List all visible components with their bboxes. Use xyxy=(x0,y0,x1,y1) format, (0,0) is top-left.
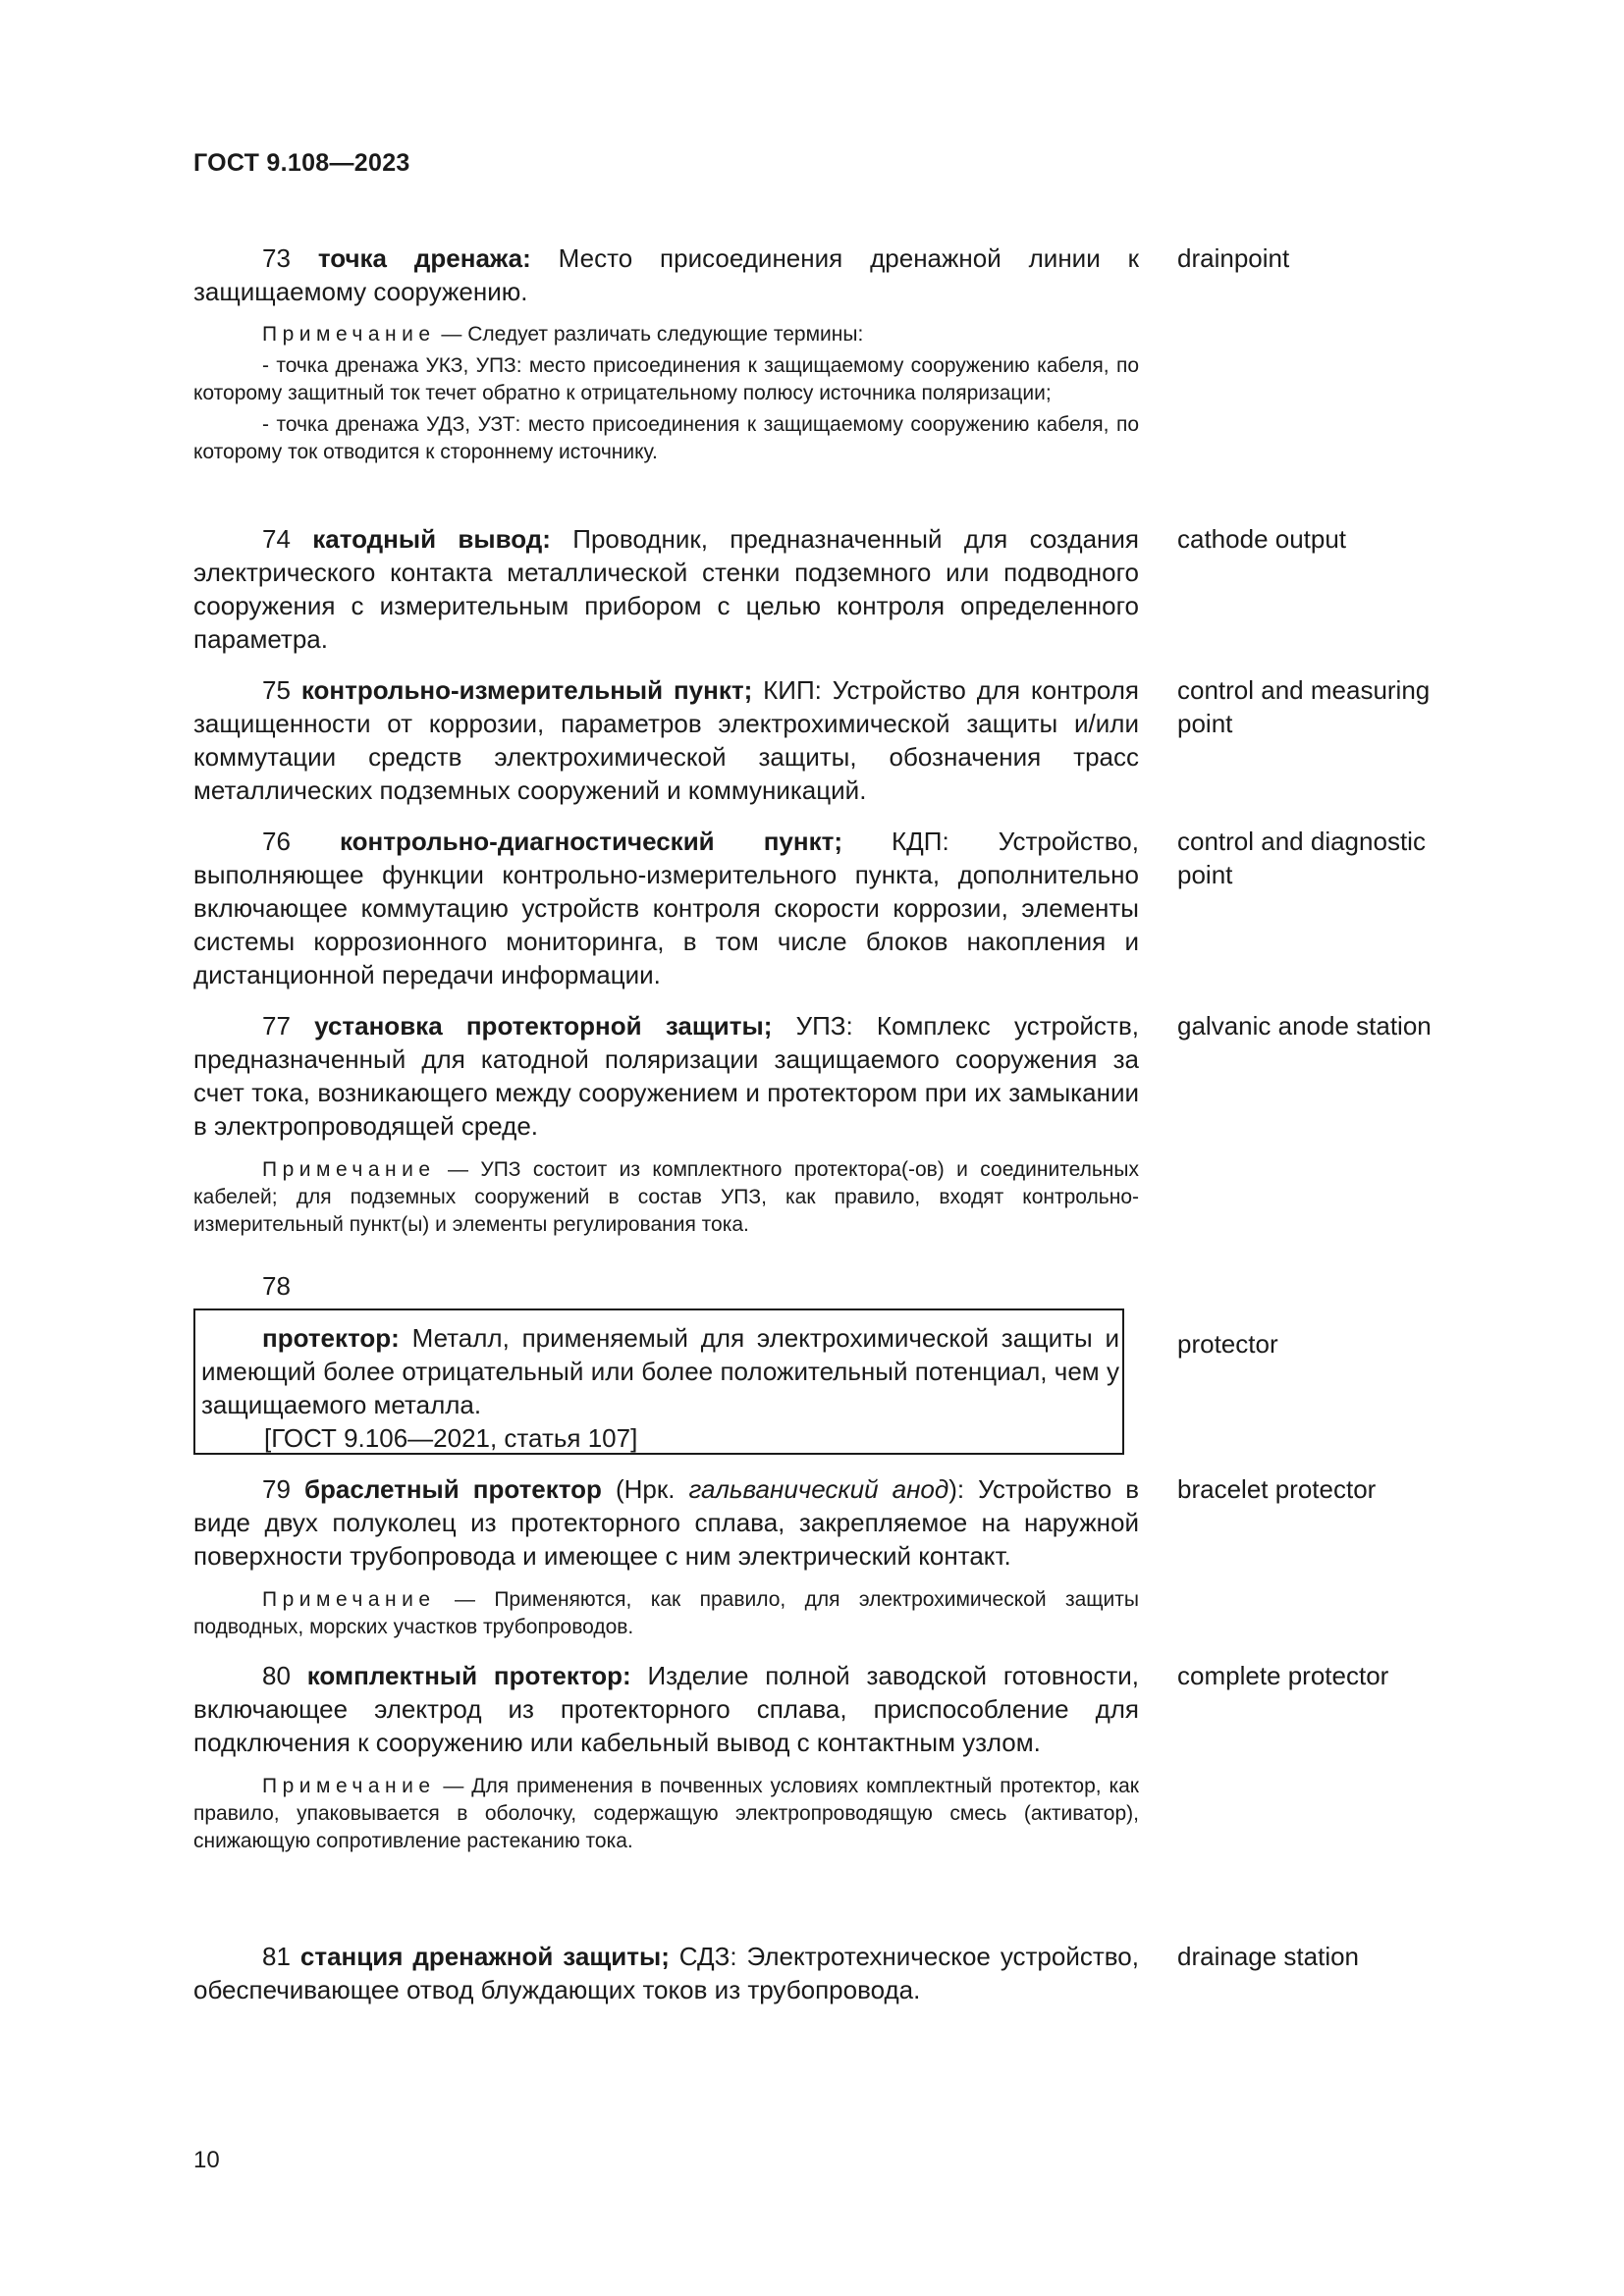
english-equivalent: control and measuring point xyxy=(1177,675,1431,738)
term-definition xyxy=(193,825,1139,991)
term-definition xyxy=(193,522,1139,656)
term-entry-80 xyxy=(193,1659,1568,1855)
note-item: - точка дренажа УКЗ, УПЗ: место присоединения к защищаемому сооружению кабеля, по которому защитный ток течет обратно к отрицательному полюсу источника поляризации; xyxy=(193,354,1139,404)
synonym-prefix: (Нрк. xyxy=(601,1474,689,1504)
term-number: 79 xyxy=(262,1474,291,1504)
english-equivalent: drainage station xyxy=(1177,1942,1360,1971)
term-entry-79 xyxy=(193,1472,1568,1641)
term-number: 76 xyxy=(262,827,291,856)
definition-text: КДП: Устройство, выполняющее функции контрольно-измерительного пункта, дополнительно включающее коммутацию устройств контроля скорости коррозии, элементы системы коррозионного мониторинга, в том числе блоков накопления и дистанционной передачи информации. xyxy=(193,827,1139,989)
deprecated-synonym: гальванический анод xyxy=(688,1474,949,1504)
term-name: установка протекторной защиты; xyxy=(314,1011,773,1041)
english-equivalent: complete protector xyxy=(1177,1661,1389,1690)
term-note xyxy=(193,1586,1139,1641)
term-entry-73 xyxy=(193,241,1568,466)
definition-text: Проводник, предназначенный для создания электрического контакта металлической стенки подземного или подводного сооружения с измерительным прибором с целью контроля определенного параметра. xyxy=(193,524,1139,654)
note-label: Примечание xyxy=(262,1775,436,1797)
definition-text: Место присоединения дренажной линии к защищаемому сооружению. xyxy=(193,243,1139,306)
term-entry-77 xyxy=(193,1009,1568,1239)
term-note xyxy=(193,1773,1139,1855)
definition-text: СДЗ: Электротехническое устройство, обеспечивающее отвод блуждающих токов из трубопровода. xyxy=(193,1942,1139,2004)
term-name: контрольно-измерительный пункт; xyxy=(300,675,753,705)
note-text: — Для применения в почвенных условиях комплектный протектор, как правило, упаковывается в оболочку, содержащую электропроводящую смесь (активатор), снижающую сопротивление растеканию тока. xyxy=(193,1775,1139,1852)
english-equivalent: protector xyxy=(1177,1329,1278,1359)
note-label: Примечание xyxy=(262,1158,436,1181)
term-entry-81 xyxy=(193,1940,1568,2006)
term-definition xyxy=(193,1009,1139,1143)
definition-text: УПЗ: Комплекс устройств, предназначенный для катодной поляризации защищаемого сооружения за счет тока, возникающего между сооружением и протектором при их замыкании в электропроводящей среде. xyxy=(193,1011,1139,1141)
document-header: ГОСТ 9.108—2023 xyxy=(193,149,410,177)
source-reference: [ГОСТ 9.106—2021, статья 107] xyxy=(264,1423,638,1453)
term-definition xyxy=(193,673,1139,807)
term-entry-75 xyxy=(193,673,1568,807)
definition-text: ): Устройство в виде двух полуколец из протекторного сплава, закрепляемое на наружной поверхности трубопровода и имеющее с ним электрический контакт. xyxy=(193,1474,1140,1571)
term-name: браслетный протектор xyxy=(303,1474,602,1504)
note-item: - точка дренажа УДЗ, УЗТ: место присоединения к защищаемому сооружению кабеля, по которому ток отводится к стороннему источнику. xyxy=(193,413,1139,463)
note-text: — УПЗ состоит из комплектного протектора(-ов) и соединительных кабелей; для подземных сооружений в состав УПЗ, как правило, входят контрольно-измерительный пункт(ы) и элементы регулирования тока. xyxy=(193,1158,1139,1236)
note-label: Примечание xyxy=(262,1588,436,1611)
note-label: Примечание xyxy=(262,323,436,346)
term-number: 73 xyxy=(262,243,291,273)
english-equivalent: bracelet protector xyxy=(1177,1474,1377,1504)
english-equivalent: control and diagnostic point xyxy=(1177,827,1426,889)
term-name: катодный вывод: xyxy=(312,524,551,554)
term-name: точка дренажа: xyxy=(317,243,531,273)
definition-text: КИП: Устройство для контроля защищенности от коррозии, параметров электрохимической защиты и/или коммутации средств электрохимической защиты, обозначения трасс металлических подземных сооружений и коммуникаций. xyxy=(193,675,1139,805)
term-definition xyxy=(193,1940,1139,2006)
term-definition xyxy=(193,1659,1139,1759)
english-equivalent: cathode output xyxy=(1177,524,1347,554)
term-name: контрольно-диагностический пункт; xyxy=(339,827,842,856)
term-entry-76 xyxy=(193,825,1568,991)
term-note xyxy=(193,321,1139,348)
term-name: станция дренажной защиты; xyxy=(299,1942,670,1971)
term-number: 77 xyxy=(262,1011,291,1041)
page-number: 10 xyxy=(193,2147,220,2173)
term-name: протектор: xyxy=(262,1323,400,1353)
term-definition xyxy=(193,241,1139,308)
term-note xyxy=(193,1156,1139,1239)
term-number: 74 xyxy=(262,524,291,554)
term-number: 81 xyxy=(262,1942,291,1971)
definition-text: Металл, применяемый для электрохимической защиты и имеющий более отрицательный или более положительный потенциал, чем у защищаемого металла. xyxy=(201,1323,1119,1419)
term-entry-74 xyxy=(193,522,1568,656)
term-definition-78 xyxy=(193,1321,1119,1421)
term-number-78: 78 xyxy=(262,1271,291,1301)
english-equivalent: drainpoint xyxy=(1177,243,1290,273)
note-text: — Применяются, как правило, для электрохимической защиты подводных, морских участков трубопроводов. xyxy=(193,1588,1139,1638)
note-text: — Следует различать следующие термины: xyxy=(435,323,864,346)
definition-text: Изделие полной заводской готовности, включающее электрод из протекторного сплава, приспособление для подключения к сооружению или кабельный вывод с контактным узлом. xyxy=(193,1661,1139,1757)
term-definition xyxy=(193,1472,1139,1573)
term-name: комплектный протектор: xyxy=(306,1661,631,1690)
term-number: 75 xyxy=(262,675,291,705)
term-number: 80 xyxy=(262,1661,291,1690)
english-equivalent: galvanic anode station xyxy=(1177,1011,1432,1041)
